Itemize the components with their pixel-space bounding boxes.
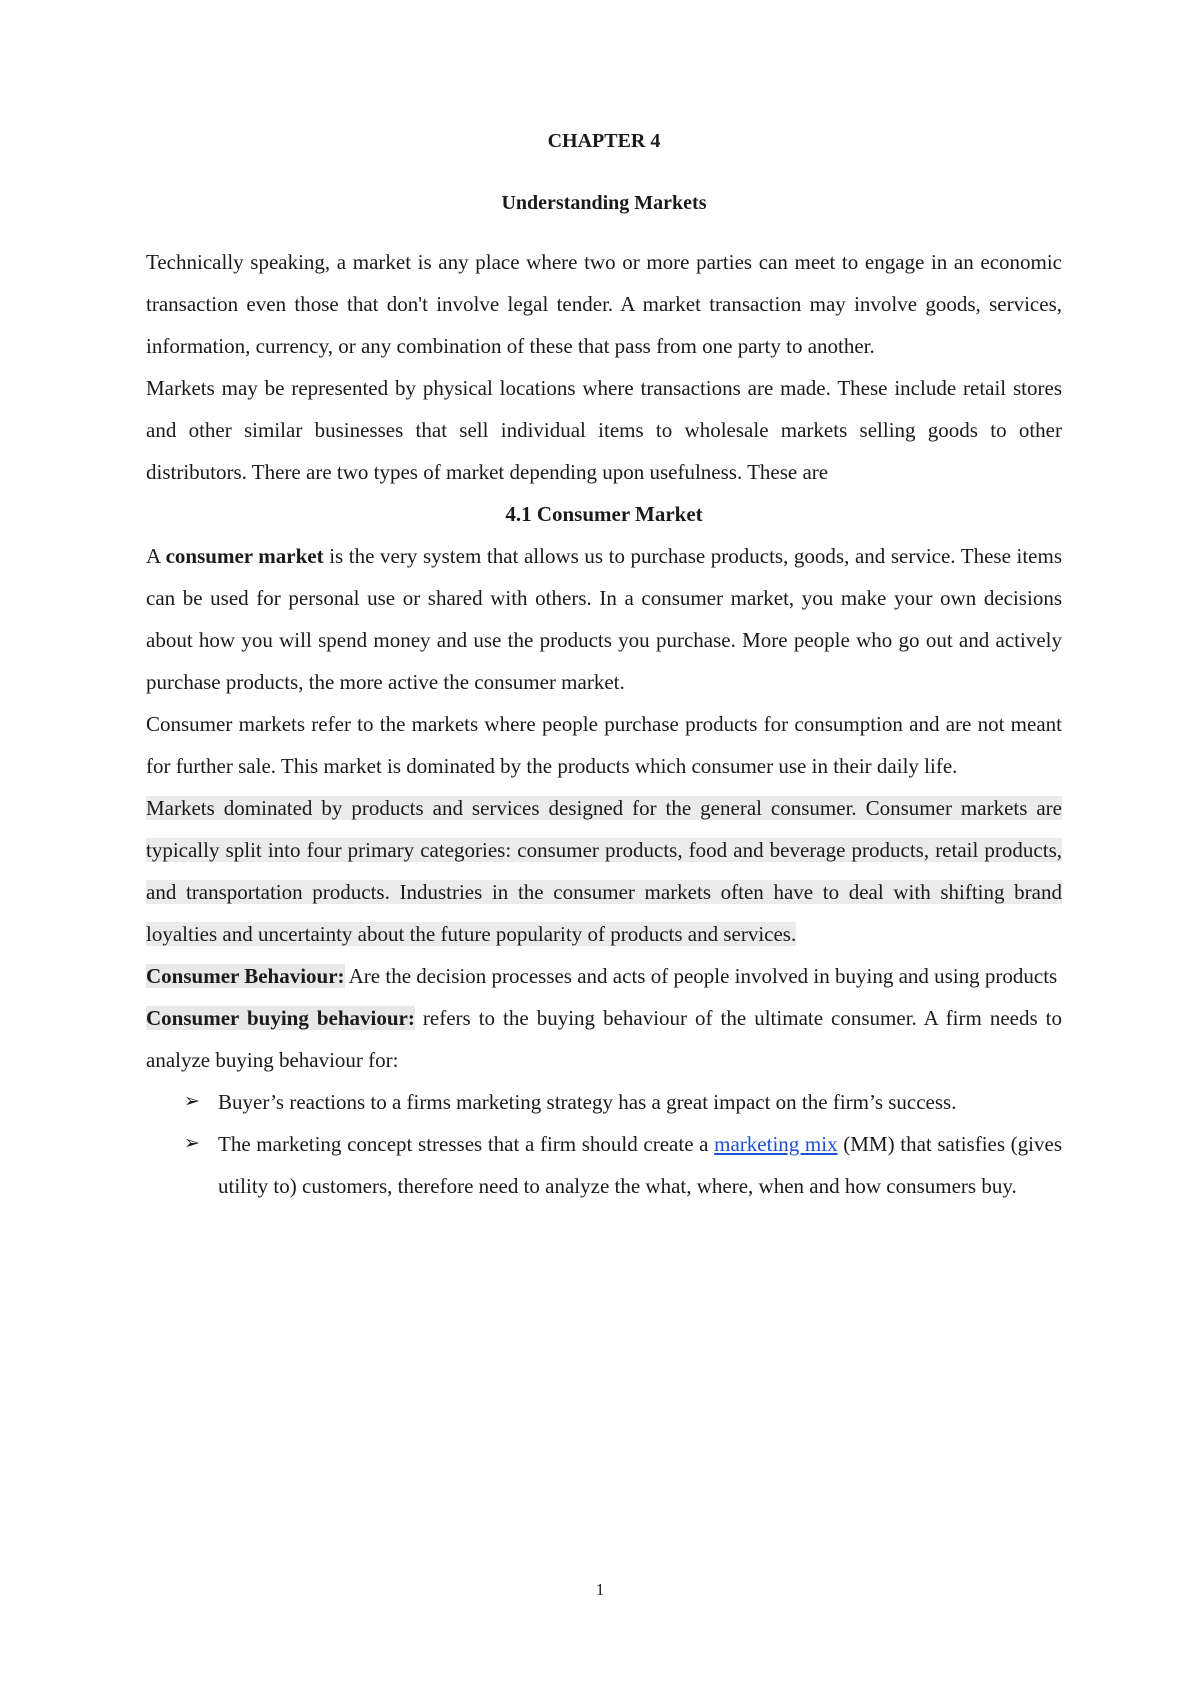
consumer-buying-behaviour-text: refers to the buying behaviour of the ultimate consumer. A firm needs to analyze buying behaviour for: (146, 1006, 1062, 1072)
page-number: 1 (595, 1580, 605, 1599)
chapter-heading: CHAPTER 4 (547, 130, 661, 152)
intro-paragraph-1: Technically speaking, a market is any place where two or more parties can meet to engage in an economic transaction even those that don't involve legal tender. A market transaction may involve goods, services, information, currency, or any combination of these that pass from one party to another. (146, 250, 1062, 358)
consumer-behaviour-text: Are the decision processes and acts of people involved in buying and using products (344, 964, 1058, 988)
consumer-buying-behaviour-term: Consumer buying behaviour: (146, 1006, 415, 1030)
chapter-title: Understanding Markets (501, 192, 707, 214)
bullet-item-2-text-after: (MM) that satisfies (gives utility to) customers, therefore need to analyze the what, where, when and how consumers buy. (218, 1132, 1063, 1198)
arrowhead-bullet-icon: ➢ (184, 1091, 200, 1112)
consumer-market-paragraph-1 (146, 535, 1062, 703)
cm-p1-rest: is the very system that allows us to purchase products, goods, and service. These items can be used for personal use or shared with others. In a consumer market, you make your own decisions about how you will spend money and use the products you purchase. More people who go out and actively purchase products, the more active the consumer market. (146, 544, 1062, 694)
section-heading-4-1: 4.1 Consumer Market (505, 502, 703, 526)
consumer-buying-behaviour-definition (146, 997, 1062, 1081)
bullet-item-2 (184, 1123, 1062, 1207)
bullet-item-1 (184, 1081, 1062, 1123)
consumer-behaviour-term: Consumer Behaviour: (146, 964, 345, 988)
consumer-market-paragraph-2: Consumer markets refer to the markets where people purchase products for consumption and are not meant for further sale. This market is dominated by the products which consumer use in their daily life. (146, 712, 1062, 778)
consumer-behaviour-definition (146, 955, 1062, 997)
consumer-market-term: consumer market (165, 544, 324, 568)
marketing-mix-link[interactable]: marketing mix (714, 1132, 838, 1156)
consumer-market-paragraph-3 (146, 787, 1062, 955)
highlighted-text: Markets dominated by products and services designed for the general consumer. Consumer markets are typically split into four primary categories: consumer products, food and beverage products, retail products, and transportation products. Industries in the consumer markets often have to deal with shifting brand loyalties and uncertainty about the future popularity of products and services. (146, 796, 1062, 946)
bullet-item-2-text-before: The marketing concept stresses that a firm should create a (218, 1132, 715, 1156)
arrowhead-bullet-icon: ➢ (184, 1133, 200, 1154)
intro-paragraph-2: Markets may be represented by physical locations where transactions are made. These include retail stores and other similar businesses that sell individual items to wholesale markets selling goods to other distributors. There are two types of market depending upon usefulness. These are (146, 376, 1062, 484)
cm-p1-lead: A (146, 544, 166, 568)
bullet-item-1-text: Buyer’s reactions to a firms marketing strategy has a great impact on the firm’s success. (218, 1090, 957, 1114)
bullet-list (146, 1081, 1062, 1207)
